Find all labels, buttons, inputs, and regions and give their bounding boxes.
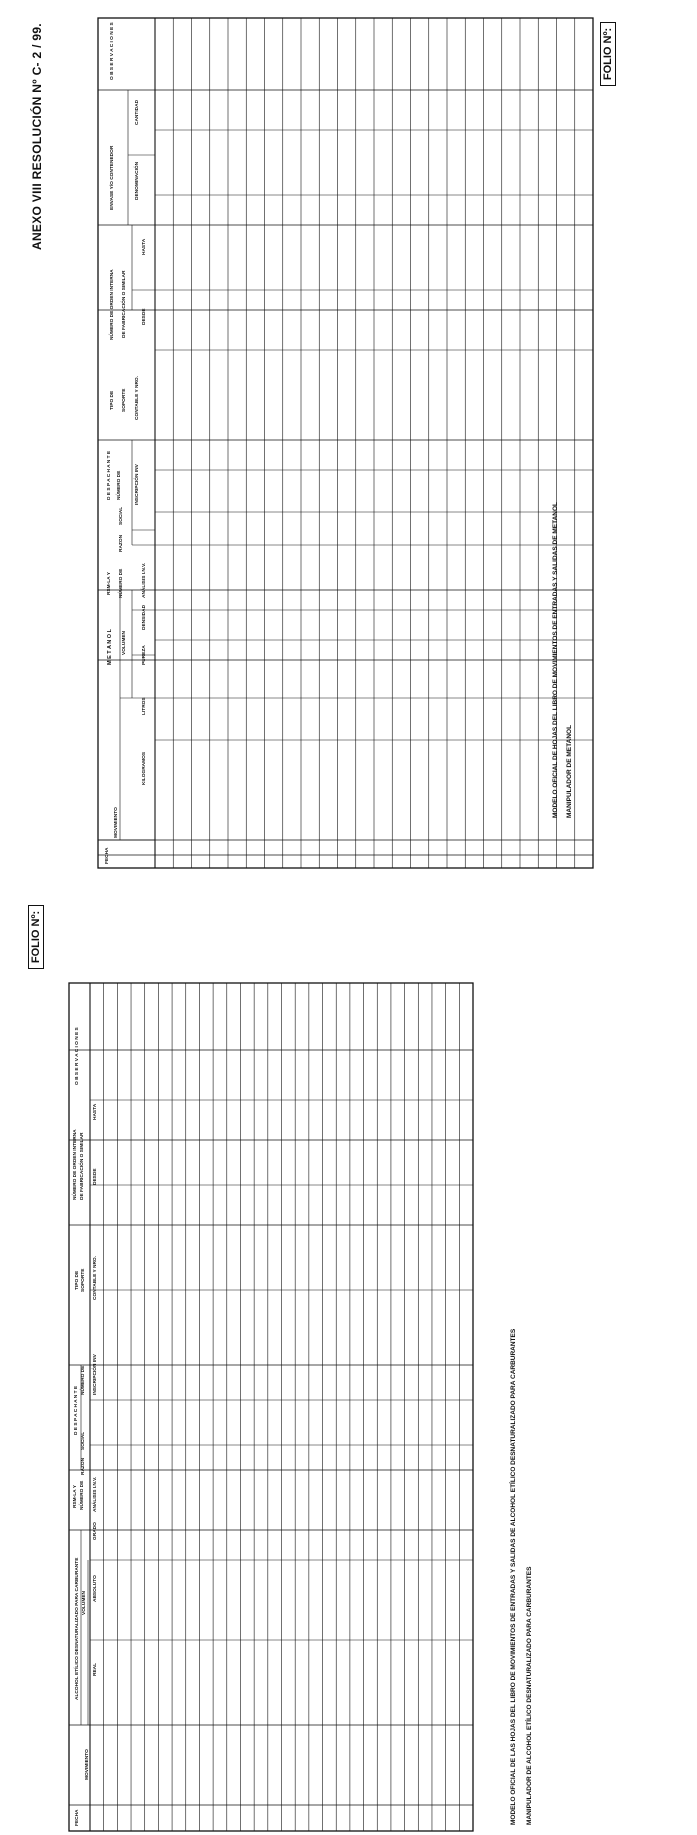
metanol-desde-header: DESDE: [142, 308, 147, 325]
metanol-despachante-header: D E S P A C H A N T E: [107, 450, 112, 500]
alcohol-movimiento-header: MOVIMIENTO: [85, 1749, 90, 1780]
alcohol-row-lines: [81, 983, 459, 1831]
metanol-numero-de-header: NÚMERO DE: [117, 470, 122, 500]
metanol-densidad-header: DENSIDAD: [142, 604, 147, 630]
metanol-inscripcion-header: INSCRIPCIÓN INV: [135, 464, 140, 505]
alcohol-volumen-header: VOLUMEN: [82, 1591, 87, 1615]
alcohol-desde-header: DESDE: [93, 1168, 98, 1185]
metanol-rol-header-1: RSM-LA Y: [107, 572, 112, 595]
alcohol-orden-header-1: NÚMERO DE ORDEN INTERNA: [73, 1129, 78, 1200]
annex-title: ANEXO VIII RESOLUCIÓN Nº C- 2 / 99.: [30, 23, 44, 250]
alcohol-social-header: SOCIAL: [81, 1431, 86, 1450]
metanol-caption-1: MODELO OFICIAL DE HOJAS DEL LIBRO DE MOVIMIENTOS DE ENTRADAS Y SALIDAS DE METANOL: [552, 502, 559, 818]
metanol-tipo-header-3: CONTABLE Y NRO.: [135, 376, 140, 420]
metanol-orden-header-1: NÚMERO DE ORDEN INTERNA: [110, 269, 115, 340]
alcohol-hasta-header: HASTA: [93, 1103, 98, 1120]
metanol-group-header: M E T A N O L: [107, 629, 113, 665]
metanol-fecha-header: FECHA: [105, 847, 110, 864]
metanol-rol-header-2: NÚMERO DE: [119, 568, 124, 598]
alcohol-headers: [71, 1026, 98, 1826]
metanol-hasta-header: HASTA: [142, 238, 147, 255]
alcohol-tipo-header-3: CONTABLE Y NRO.: [93, 1256, 98, 1300]
metanol-caption-2: MANIPULADOR DE METANOL: [566, 724, 573, 818]
alcohol-grado-header: GRADO: [93, 1522, 98, 1540]
metanol-observaciones-header: O B S E R V A C I O N E S: [110, 22, 115, 80]
alcohol-razon-header: RAZON: [81, 1457, 86, 1475]
metanol-envase-header: ENVASE Y/O CONTENEDOR: [110, 145, 115, 210]
alcohol-despachante-header: D E S P A C H A N T E: [74, 1385, 79, 1435]
metanol-pureza-header: PUREZA: [142, 645, 147, 665]
alcohol-caption-2: MANIPULADOR DE ALCOHOL ETÍLICO DESNATURALIZADO PARA CARBURANTES: [526, 1566, 533, 1825]
metanol-litros-header: LITROS: [142, 697, 147, 715]
metanol-tipo-header-2: SOPORTE: [122, 388, 127, 412]
alcohol-observaciones-header: O B S E R V A C I O N E S: [75, 1027, 80, 1085]
alcohol-table-border: [69, 983, 473, 1831]
metanol-orden-header-2: DE FABRICACIÓN O SIMILAR: [122, 270, 127, 338]
alcohol-column-lines: [69, 1050, 473, 1805]
metanol-rol-header-3: ANÁLISIS I.N.V.: [142, 562, 147, 598]
alcohol-caption-1: MODELO OFICIAL DE LAS HOJAS DEL LIBRO DE MOVIMIENTOS DE ENTRADAS Y SALIDAS DE ALCOHOL ETÍLICO DESNATURALIZADO PARA CARBURANTES: [510, 1328, 517, 1825]
folio-label-bottom: FOLIO Nº:: [30, 910, 42, 964]
metanol-kilogramos-header: KILOGRAMOS: [142, 751, 147, 785]
metanol-social-header: SOCIAL: [119, 506, 124, 525]
alcohol-rol-header-1: RSM-LA Y: [73, 1485, 78, 1508]
alcohol-absoluto-header: ABSOLUTO: [93, 1575, 98, 1602]
metanol-movimiento-header: MOVIMIENTO: [114, 807, 119, 838]
folio-label-top: FOLIO Nº:: [602, 27, 614, 81]
alcohol-inscripcion-header: INSCRIPCIÓN INV: [93, 1354, 98, 1395]
metanol-cantidad-header: CANTIDAD: [135, 99, 140, 125]
alcohol-group-header: ALCOHOL ETÍLICO DESNATURALIZADO PARA CARBURANTE: [75, 1557, 80, 1700]
alcohol-rol-header-3: ANÁLISIS I.N.V.: [93, 1476, 98, 1512]
metanol-volumen-header: VOLUMEN: [122, 631, 127, 655]
alcohol-grid: [69, 983, 473, 1831]
metanol-tipo-header-1: TIPO DE: [110, 390, 115, 410]
alcohol-tipo-header-1: TIPO DE: [75, 1270, 80, 1290]
alcohol-tipo-header-2: SOPORTE: [81, 1268, 86, 1292]
alcohol-real-header: REAL: [93, 1662, 98, 1676]
alcohol-rol-header-2: NÚMERO DE: [80, 1480, 85, 1510]
alcohol-numero-de-header: NÚMERO DE: [81, 1365, 86, 1395]
alcohol-fecha-header: FECHA: [75, 1809, 80, 1826]
metanol-razon-header: RAZON: [119, 534, 124, 552]
metanol-denominacion-header: DENOMINACIÓN: [135, 161, 140, 200]
alcohol-orden-header-2: DE FABRICACIÓN O SIMILAR: [80, 1132, 85, 1200]
